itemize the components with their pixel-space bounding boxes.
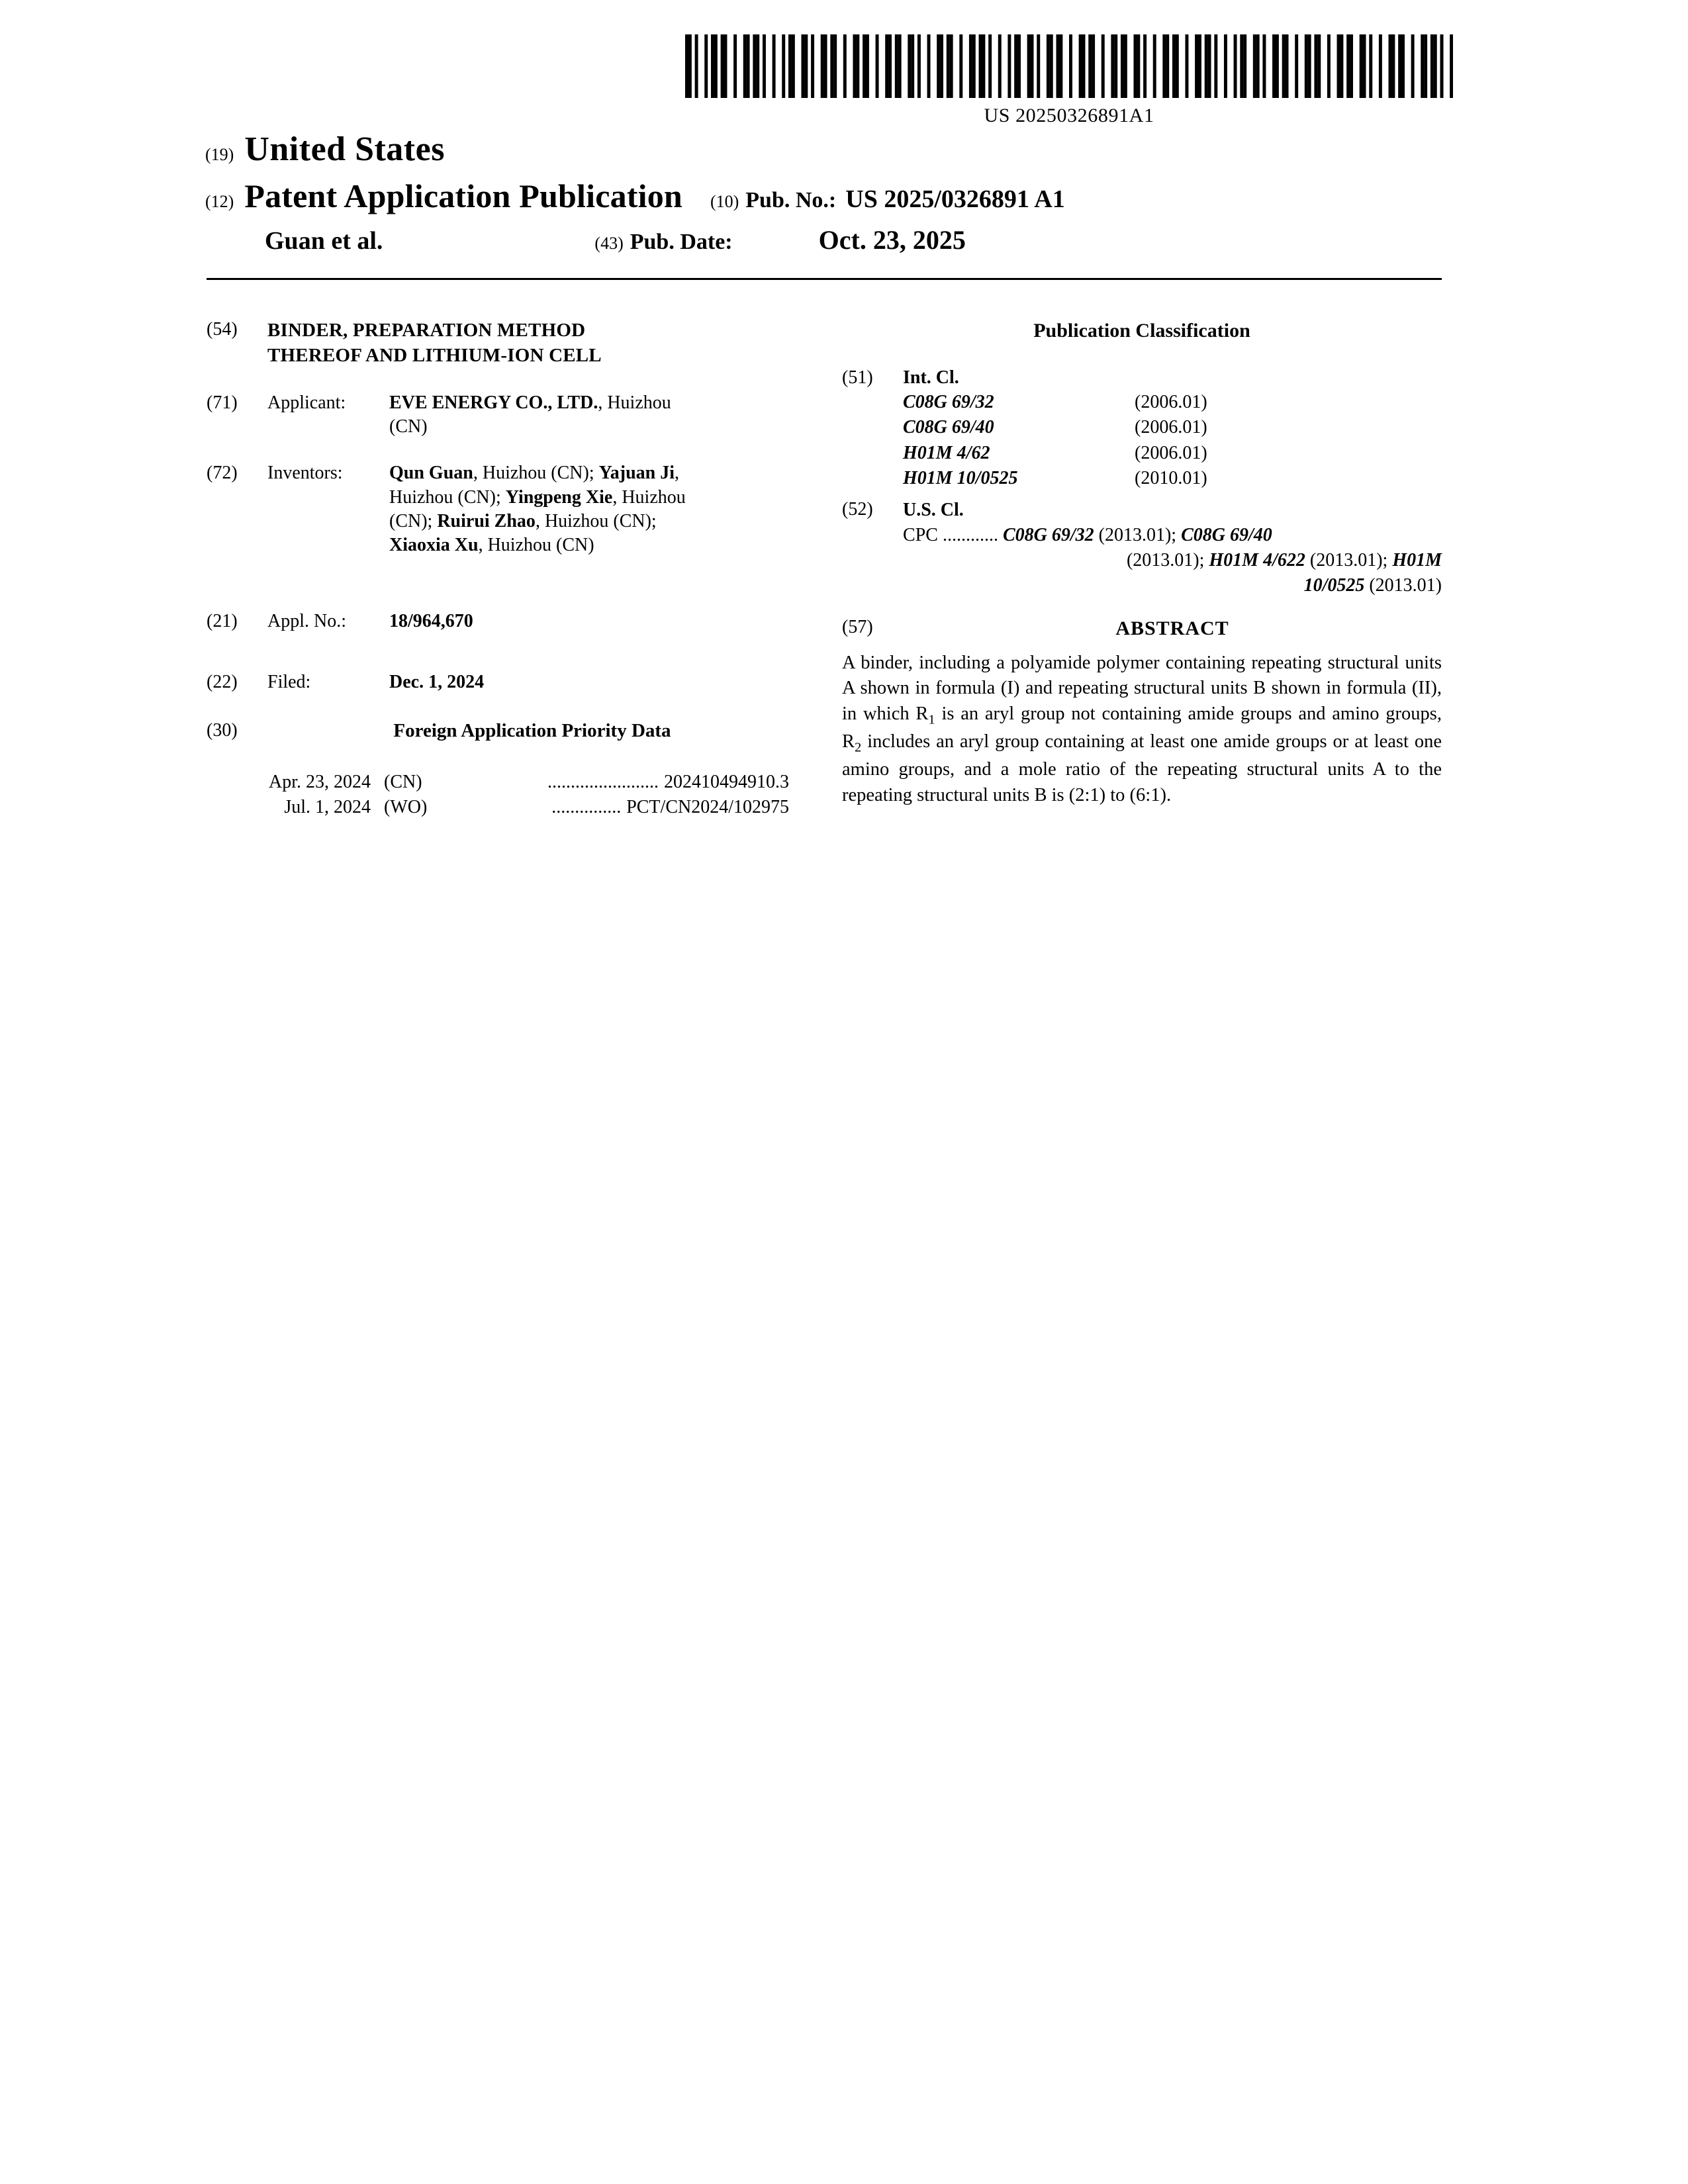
- barcode-number: US 20250326891A1: [984, 105, 1154, 126]
- int-cl-year: (2006.01): [1135, 417, 1207, 438]
- inventor-3-location-cont: (CN);: [389, 511, 438, 532]
- applicant-line-2: (CN): [389, 416, 428, 437]
- inventor-4-name: Ruirui Zhao: [437, 511, 536, 532]
- country-title: United States: [244, 130, 445, 168]
- cpc-code-4: H01M: [1392, 549, 1442, 570]
- inventor-2-name: Yajuan Ji: [598, 463, 675, 484]
- inventors-line-3: [267, 510, 789, 533]
- cpc-dots: ............: [942, 524, 998, 545]
- field-number-30: (30): [207, 719, 238, 741]
- abstract-heading: ABSTRACT: [1115, 617, 1229, 640]
- field-abstract-heading: [842, 615, 1442, 641]
- filed-label: Filed:: [267, 672, 311, 693]
- filed-value: Dec. 1, 2024: [389, 672, 485, 693]
- applicant-location: , Huizhou: [598, 392, 671, 413]
- field-appl-no: [207, 610, 789, 633]
- publication-date-block: [594, 224, 965, 255]
- int-cl-label: Int. Cl.: [903, 367, 959, 388]
- filed-body: [267, 670, 789, 694]
- abstract-heading-body: [903, 615, 1442, 641]
- left-column: [207, 318, 789, 820]
- appl-no-label: Appl. No.:: [267, 610, 346, 631]
- field-int-cl: [842, 366, 1442, 491]
- priority-number: 202410494910.3: [664, 772, 789, 793]
- field-number-52: (52): [842, 498, 873, 520]
- field-number-21: (21): [207, 610, 238, 631]
- int-cl-year: (2006.01): [1135, 392, 1207, 413]
- priority-date: Jul. 1, 2024: [284, 797, 371, 818]
- invention-title-line2: THEREOF AND LITHIUM-ION CELL: [267, 345, 602, 367]
- field-number-43: (43): [594, 234, 624, 253]
- field-number-22: (22): [207, 672, 238, 693]
- int-cl-year: (2010.01): [1135, 467, 1207, 488]
- cpc-code-4-cont: 10/0525: [1303, 574, 1365, 596]
- cpc-line-2: [903, 548, 1442, 573]
- priority-number: PCT/CN2024/102975: [626, 797, 789, 818]
- inventors-line-2: [267, 486, 789, 510]
- inventors-line-4: [267, 533, 789, 557]
- barcode-image: [685, 34, 1453, 98]
- cpc-year-3: (2013.01);: [1305, 549, 1393, 570]
- publication-number-block: [710, 185, 1065, 214]
- document-type-title: Patent Application Publication: [244, 177, 682, 214]
- abstract-subscript-2: 2: [855, 740, 862, 755]
- priority-country: (WO): [384, 797, 428, 818]
- int-cl-code: H01M 4/62: [903, 442, 990, 463]
- field-number-12: (12): [205, 192, 234, 211]
- abstract-segment-1: A binder, including a polyamide polymer containing repeating structural units A shown in formula (I) and repeating structural units B shown in formula (II), in which R: [842, 653, 1442, 724]
- field-inventors: [207, 461, 789, 558]
- publication-number-value: US 2025/0326891 A1: [845, 185, 1065, 213]
- priority-list: [207, 770, 789, 820]
- priority-row: [207, 770, 789, 795]
- inventor-1-location: , Huizhou (CN);: [473, 463, 599, 484]
- priority-date: Apr. 23, 2024: [269, 772, 371, 793]
- field-number-71: (71): [207, 392, 238, 413]
- field-applicant: [207, 391, 789, 439]
- inventor-2-location-cont: Huizhou (CN);: [389, 486, 506, 508]
- applicant-body: [267, 391, 789, 439]
- inventors-label: Inventors:: [267, 463, 343, 484]
- int-cl-row: [903, 390, 1442, 415]
- priority-dots: ...............: [551, 797, 622, 818]
- int-cl-code: H01M 10/0525: [903, 467, 1018, 488]
- invention-title-line1: BINDER, PREPARATION METHOD: [267, 320, 586, 341]
- applicant-name: EVE ENERGY CO., LTD.: [389, 392, 598, 413]
- publication-number-label: Pub. No.:: [745, 188, 837, 212]
- cpc-code-1: C08G 69/32: [1002, 524, 1094, 545]
- int-cl-row: [903, 441, 1442, 466]
- priority-row: [207, 795, 789, 820]
- cpc-code-2: C08G 69/40: [1181, 524, 1272, 545]
- appl-no-value: 18/964,670: [389, 610, 473, 631]
- cpc-line-3: [903, 573, 1442, 598]
- abstract-segment-3: includes an aryl group containing at least one amide groups or at least one amino groups, and a mole ratio of the repeating structural units A to the repeating structural units B is (2:1) to (6:1).: [842, 731, 1442, 805]
- inventor-2-location: ,: [675, 463, 679, 484]
- invention-title: [267, 318, 789, 369]
- foreign-priority-heading: Foreign Application Priority Data: [393, 719, 671, 741]
- abstract-segment-2: is an aryl group not containing amide groups and amino groups, R: [842, 703, 1442, 752]
- barcode-block: [675, 34, 1463, 127]
- publication-date-label: Pub. Date:: [630, 230, 733, 254]
- priority-country: (CN): [384, 772, 422, 793]
- applicant-line-1: [267, 391, 789, 415]
- int-cl-body: [903, 366, 1442, 491]
- int-cl-year: (2006.01): [1135, 442, 1207, 463]
- field-number-19: (19): [205, 145, 234, 164]
- inventor-5-location: , Huizhou (CN): [478, 535, 594, 556]
- header-row-country: [205, 130, 1443, 169]
- header-divider: [207, 278, 1442, 280]
- int-cl-row: [903, 415, 1442, 440]
- header-row-doctype: [205, 177, 1443, 215]
- inventor-5-name: Xiaoxia Xu: [389, 535, 479, 556]
- inventor-4-location: , Huizhou (CN);: [535, 511, 657, 532]
- right-column: [842, 318, 1442, 808]
- inventor-shortname: Guan et al.: [265, 227, 383, 255]
- cpc-year-1: (2013.01);: [1094, 524, 1182, 545]
- cpc-label: CPC: [903, 524, 938, 545]
- field-number-72: (72): [207, 463, 238, 484]
- publication-date-value: Oct. 23, 2025: [818, 225, 966, 255]
- abstract-subscript-1: 1: [928, 712, 935, 727]
- priority-dots: ........................: [547, 772, 659, 793]
- header-row-author: [205, 224, 1443, 255]
- foreign-priority-body: [267, 719, 789, 744]
- us-cl-label: U.S. Cl.: [903, 499, 964, 520]
- int-cl-code: C08G 69/40: [903, 417, 994, 438]
- inventor-3-name: Yingpeng Xie: [505, 486, 613, 508]
- appl-no-body: [267, 610, 789, 633]
- inventor-3-location: , Huizhou: [612, 486, 686, 508]
- cpc-code-3: H01M 4/622: [1209, 549, 1305, 570]
- inventors-line-1: [267, 461, 789, 485]
- field-number-10: (10): [710, 192, 739, 211]
- int-cl-code: C08G 69/32: [903, 392, 994, 413]
- cpc-year-4: (2013.01): [1364, 574, 1442, 596]
- applicant-label: Applicant:: [267, 392, 346, 413]
- field-title: [207, 318, 789, 369]
- field-number-51: (51): [842, 367, 873, 388]
- inventors-body: [267, 461, 789, 558]
- field-us-cl: [842, 498, 1442, 598]
- us-cl-body: [903, 498, 1442, 598]
- int-cl-row: [903, 466, 1442, 491]
- cpc-line-1: [903, 523, 1442, 548]
- document-header: [205, 130, 1443, 255]
- abstract-text: [842, 651, 1442, 808]
- field-number-54: (54): [207, 319, 238, 340]
- field-filed: [207, 670, 789, 694]
- inventor-1-name: Qun Guan: [389, 463, 473, 484]
- field-number-57: (57): [842, 617, 873, 638]
- publication-classification-heading: Publication Classification: [1033, 320, 1250, 341]
- cpc-year-2: (2013.01);: [1126, 549, 1209, 570]
- field-foreign-priority: [207, 719, 789, 744]
